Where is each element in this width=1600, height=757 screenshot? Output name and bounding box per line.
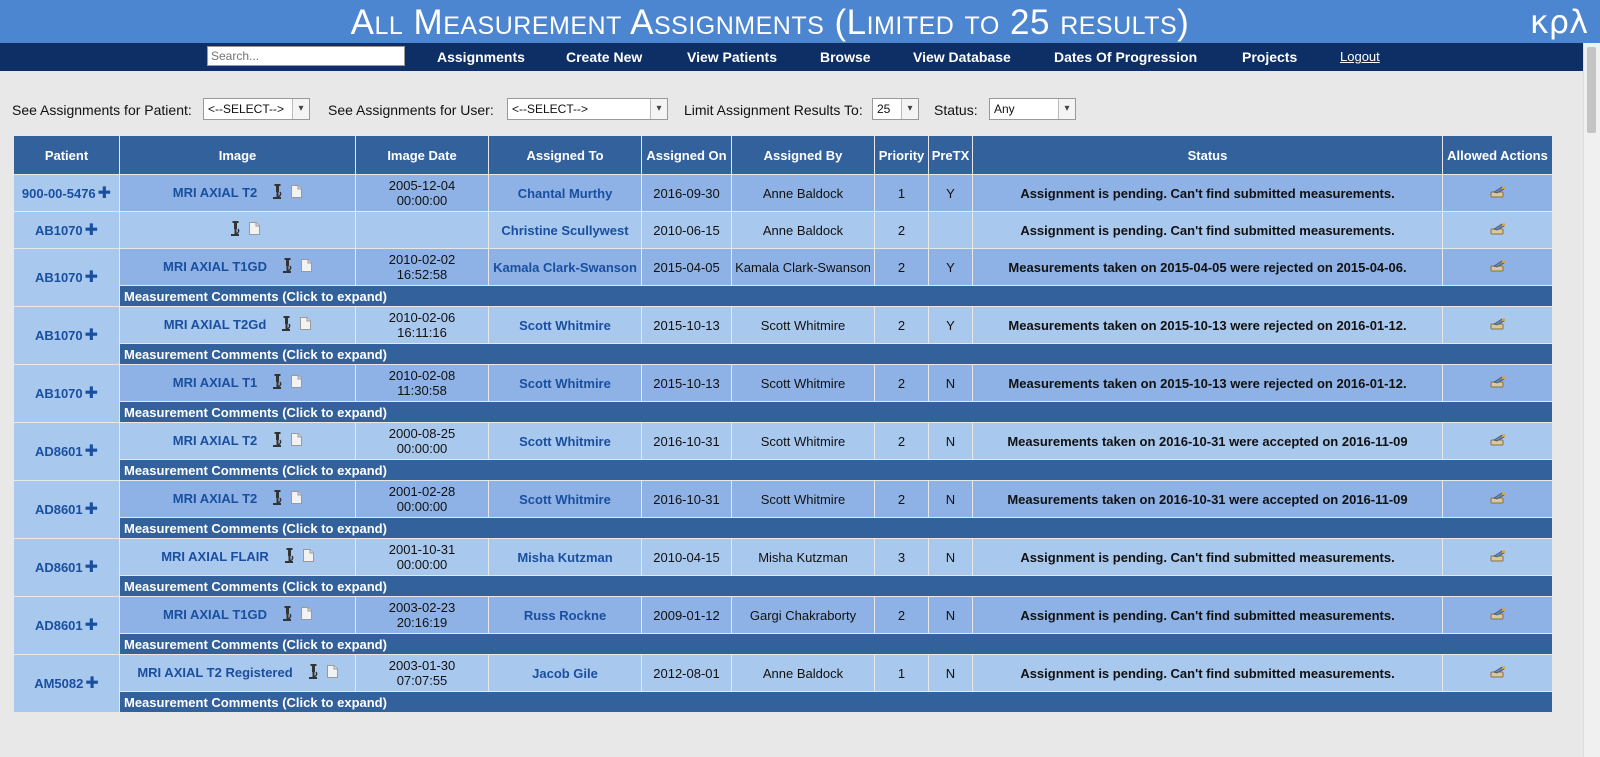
image-cell [120, 423, 356, 460]
image-time: 07:07:55 [396, 673, 448, 688]
image-cell [120, 655, 356, 692]
microscope-icon[interactable] [271, 184, 283, 203]
col-status: Status [973, 136, 1443, 175]
assigned-by-cell: Kamala Clark-Swanson [732, 249, 875, 286]
patient-cell [14, 175, 120, 212]
patient-cell [14, 597, 120, 655]
table-row [14, 539, 1553, 576]
image-link[interactable]: MRI AXIAL FLAIR [161, 548, 269, 564]
priority-cell: 1 [875, 175, 929, 212]
status-cell [973, 597, 1443, 634]
table-row [14, 365, 1553, 402]
image-date: 2001-02-28 [388, 484, 456, 499]
patient-link[interactable]: AB1070 [34, 328, 83, 343]
status-text: Assignment is pending. Can't find submitted measurements. [1020, 185, 1395, 201]
limit-filter-label: Limit Assignment Results To: [684, 102, 863, 118]
measurement-comments-toggle[interactable]: Measurement Comments (Click to expand) [120, 286, 1553, 307]
microscope-icon[interactable] [271, 374, 283, 393]
image-cell [120, 365, 356, 402]
assigned-to-link[interactable]: Scott Whitmire [519, 491, 611, 507]
actions-cell [1443, 175, 1553, 212]
assigned-to-cell [489, 365, 642, 402]
assigned-to-link[interactable]: Jacob Gile [532, 665, 598, 681]
actions-cell [1443, 365, 1553, 402]
actions-cell [1443, 212, 1553, 249]
col-assigned-to: Assigned To [489, 136, 642, 175]
image-cell [120, 539, 356, 576]
status-text: Assignment is pending. Can't find submitted measurements. [1020, 665, 1395, 681]
assigned-to-link[interactable]: Scott Whitmire [519, 433, 611, 449]
microscope-icon[interactable] [281, 258, 293, 277]
actions-cell [1443, 539, 1553, 576]
assigned-to-cell [489, 175, 642, 212]
patient-select[interactable] [203, 98, 310, 120]
image-link[interactable]: MRI AXIAL T2 [172, 432, 258, 448]
assigned-by-cell: Scott Whitmire [732, 307, 875, 344]
search-input[interactable] [207, 46, 405, 66]
patient-link[interactable]: AM5082 [34, 676, 84, 691]
comments-row [14, 344, 1553, 365]
image-cell [120, 597, 356, 634]
image-time: 11:30:58 [397, 383, 447, 398]
document-icon[interactable] [327, 665, 338, 681]
patient-link[interactable]: AD8601 [34, 444, 83, 459]
patient-cell [14, 249, 120, 307]
image-date-cell [356, 539, 489, 576]
status-cell [973, 423, 1443, 460]
patient-select-value: <--SELECT--> [208, 102, 285, 116]
edit-measurement-icon[interactable] [1490, 223, 1506, 238]
table-row [14, 655, 1553, 692]
table-row [14, 249, 1553, 286]
priority-cell: 2 [875, 481, 929, 518]
actions-cell [1443, 423, 1553, 460]
chevron-down-icon: ▾ [901, 99, 918, 119]
patient-cell [14, 481, 120, 539]
status-text: Assignment is pending. Can't find submitted measurements. [1020, 549, 1395, 565]
col-image: Image [120, 136, 356, 175]
image-date: 2010-02-02 [388, 252, 456, 267]
priority-cell: 2 [875, 597, 929, 634]
patient-cell [14, 423, 120, 481]
page-title: All Measurement Assignments (Limited to 25 results) [350, 3, 1190, 42]
status-select[interactable] [989, 98, 1076, 120]
image-date: 2005-12-04 [388, 178, 456, 193]
patient-filter-label: See Assignments for Patient: [12, 102, 192, 118]
col-allowed-actions: Allowed Actions [1443, 136, 1553, 175]
pretx-cell: N [929, 597, 973, 634]
nav-bar [0, 43, 1600, 71]
document-icon[interactable] [249, 222, 260, 238]
actions-cell [1443, 481, 1553, 518]
microscope-icon[interactable] [229, 221, 241, 240]
patient-cell [14, 655, 120, 713]
image-time: 16:11:16 [397, 325, 447, 340]
assignments-table [13, 135, 1553, 713]
assigned-on-cell: 2016-09-30 [642, 175, 732, 212]
status-text: Measurements taken on 2015-10-13 were rejected on 2016-01-12. [1008, 317, 1407, 333]
status-text: Assignment is pending. Can't find submitted measurements. [1020, 607, 1395, 623]
priority-cell: 3 [875, 539, 929, 576]
nav-create-new[interactable]: Create New [566, 49, 643, 65]
assigned-to-link[interactable]: Russ Rockne [523, 607, 607, 623]
col-priority: Priority [875, 136, 929, 175]
limit-select-value: 25 [877, 102, 891, 116]
status-text: Measurements taken on 2015-10-13 were rejected on 2016-01-12. [1008, 375, 1407, 391]
plus-icon[interactable]: ✚ [97, 184, 112, 202]
chevron-down-icon: ▾ [650, 99, 667, 119]
image-cell [120, 175, 356, 212]
assigned-on-cell: 2015-10-13 [642, 307, 732, 344]
assigned-by-cell: Gargi Chakraborty [732, 597, 875, 634]
app-logo: κρλ [1529, 3, 1588, 41]
image-link[interactable]: MRI AXIAL T2 [172, 490, 258, 506]
measurement-comments-toggle[interactable]: Measurement Comments (Click to expand) [120, 634, 1553, 655]
comments-row [14, 576, 1553, 597]
status-text: Measurements taken on 2016-10-31 were accepted on 2016-11-09 [1007, 433, 1408, 449]
assigned-to-cell [489, 597, 642, 634]
assigned-by-cell: Misha Kutzman [732, 539, 875, 576]
image-link[interactable]: MRI AXIAL T1GD [162, 606, 267, 622]
edit-measurement-icon[interactable] [1490, 550, 1506, 565]
image-link[interactable]: MRI AXIAL T1GD [162, 258, 267, 274]
image-time: 20:16:19 [396, 615, 448, 630]
patient-cell [14, 539, 120, 597]
measurement-comments-toggle[interactable]: Measurement Comments (Click to expand) [120, 576, 1553, 597]
assigned-by-cell: Anne Baldock [732, 655, 875, 692]
assigned-to-link[interactable]: Kamala Clark-Swanson [493, 259, 637, 275]
edit-measurement-icon[interactable] [1490, 434, 1506, 449]
nav-projects[interactable]: Projects [1242, 49, 1298, 65]
assigned-on-cell: 2012-08-01 [642, 655, 732, 692]
image-cell [120, 307, 356, 344]
plus-icon[interactable]: ✚ [84, 385, 99, 402]
plus-icon[interactable]: ✚ [84, 443, 99, 460]
patient-cell [14, 307, 120, 365]
status-text: Assignment is pending. Can't find submitted measurements. [1020, 222, 1395, 238]
image-link[interactable]: MRI AXIAL T2 [172, 184, 258, 200]
col-patient: Patient [14, 136, 120, 175]
priority-cell: 2 [875, 423, 929, 460]
assigned-to-link[interactable]: Scott Whitmire [519, 375, 611, 391]
assigned-to-link[interactable]: Scott Whitmire [519, 317, 611, 333]
nav-assignments[interactable]: Assignments [437, 49, 525, 65]
image-date-cell [356, 365, 489, 402]
comments-row [14, 402, 1553, 423]
col-assigned-by: Assigned By [732, 136, 875, 175]
patient-link[interactable]: AB1070 [34, 222, 83, 238]
nav-view-database[interactable]: View Database [913, 49, 1011, 65]
table-row [14, 423, 1553, 460]
image-time: 16:52:58 [396, 267, 448, 282]
edit-measurement-icon[interactable] [1490, 666, 1506, 681]
user-select-value: <--SELECT--> [512, 102, 589, 116]
status-cell [973, 539, 1443, 576]
chevron-down-icon: ▾ [292, 99, 309, 119]
plus-icon[interactable]: ✚ [84, 501, 99, 518]
assigned-by-cell: Anne Baldock [732, 175, 875, 212]
priority-cell: 2 [875, 212, 929, 249]
assigned-to-cell [489, 307, 642, 344]
status-cell [973, 655, 1443, 692]
pretx-cell: N [929, 539, 973, 576]
document-icon[interactable] [291, 185, 302, 201]
assigned-on-cell: 2010-06-15 [642, 212, 732, 249]
microscope-icon[interactable] [283, 548, 295, 567]
actions-cell [1443, 597, 1553, 634]
assigned-on-cell: 2016-10-31 [642, 481, 732, 518]
status-cell [973, 249, 1443, 286]
patient-link[interactable]: AB1070 [34, 386, 83, 401]
table-row [14, 175, 1553, 212]
image-date: 2010-02-08 [388, 368, 456, 383]
patient-link[interactable]: AD8601 [34, 618, 83, 633]
patient-cell [14, 212, 120, 249]
assigned-by-cell: Anne Baldock [732, 212, 875, 249]
assigned-by-cell: Scott Whitmire [732, 365, 875, 402]
patient-link[interactable]: AD8601 [34, 560, 83, 575]
table-header-row [14, 136, 1553, 175]
document-icon[interactable] [291, 375, 302, 391]
plus-icon[interactable]: ✚ [84, 327, 99, 344]
col-assigned-on: Assigned On [642, 136, 732, 175]
assigned-on-cell: 2009-01-12 [642, 597, 732, 634]
scrollbar-thumb[interactable] [1587, 47, 1596, 133]
nav-browse[interactable]: Browse [820, 49, 871, 65]
actions-cell [1443, 655, 1553, 692]
assigned-to-cell [489, 481, 642, 518]
nav-view-patients[interactable]: View Patients [687, 49, 778, 65]
pretx-cell: N [929, 655, 973, 692]
document-icon[interactable] [291, 491, 302, 507]
image-date: 2003-01-30 [388, 658, 456, 673]
image-date: 2010-02-06 [388, 310, 456, 325]
vertical-scrollbar[interactable] [1583, 43, 1600, 757]
image-time: 00:00:00 [396, 499, 448, 514]
status-text: Measurements taken on 2015-04-05 were rejected on 2015-04-06. [1008, 259, 1407, 275]
status-select-value: Any [994, 102, 1015, 116]
pretx-cell: Y [929, 307, 973, 344]
measurement-comments-toggle[interactable]: Measurement Comments (Click to expand) [120, 518, 1553, 539]
microscope-icon[interactable] [281, 606, 293, 625]
actions-cell [1443, 307, 1553, 344]
status-cell [973, 175, 1443, 212]
pretx-cell: Y [929, 249, 973, 286]
pretx-cell: N [929, 423, 973, 460]
assigned-to-cell [489, 423, 642, 460]
user-select[interactable] [507, 98, 668, 120]
comments-row [14, 286, 1553, 307]
table-row [14, 597, 1553, 634]
assigned-to-link[interactable]: Misha Kutzman [517, 549, 613, 565]
priority-cell: 2 [875, 249, 929, 286]
image-link[interactable]: MRI AXIAL T2 Registered [137, 664, 293, 680]
edit-measurement-icon[interactable] [1490, 376, 1506, 391]
plus-icon[interactable]: ✚ [84, 221, 99, 239]
chevron-down-icon: ▾ [1058, 99, 1075, 119]
status-text: Measurements taken on 2016-10-31 were accepted on 2016-11-09 [1007, 491, 1408, 507]
priority-cell: 2 [875, 365, 929, 402]
assigned-on-cell: 2015-04-05 [642, 249, 732, 286]
edit-measurement-icon[interactable] [1490, 260, 1506, 275]
measurement-comments-toggle[interactable]: Measurement Comments (Click to expand) [120, 460, 1553, 481]
assigned-to-cell [489, 249, 642, 286]
document-icon[interactable] [291, 433, 302, 449]
image-date-cell [356, 307, 489, 344]
col-pretx: PreTX [929, 136, 973, 175]
measurement-comments-toggle[interactable]: Measurement Comments (Click to expand) [120, 402, 1553, 423]
assigned-by-cell: Scott Whitmire [732, 423, 875, 460]
comments-row [14, 460, 1553, 481]
comments-row [14, 518, 1553, 539]
comments-row [14, 634, 1553, 655]
image-link[interactable]: MRI AXIAL T2Gd [163, 316, 267, 332]
microscope-icon[interactable] [271, 432, 283, 451]
table-row [14, 481, 1553, 518]
image-date-cell [356, 597, 489, 634]
image-date: 2001-10-31 [388, 542, 456, 557]
plus-icon[interactable]: ✚ [84, 617, 99, 634]
image-date-cell [356, 249, 489, 286]
image-date: 2003-02-23 [388, 600, 456, 615]
document-icon[interactable] [303, 549, 314, 565]
assigned-to-link[interactable]: Chantal Murthy [517, 185, 613, 201]
logout-link[interactable]: Logout [1340, 49, 1380, 64]
pretx-cell [929, 212, 973, 249]
microscope-icon[interactable] [307, 664, 319, 683]
image-time: 00:00:00 [396, 441, 448, 456]
image-date-cell [356, 423, 489, 460]
patient-link[interactable]: AD8601 [34, 502, 83, 517]
pretx-cell: Y [929, 175, 973, 212]
status-cell [973, 365, 1443, 402]
image-link[interactable]: MRI AXIAL T1 [172, 374, 258, 390]
table-row [14, 307, 1553, 344]
image-cell [120, 249, 356, 286]
col-image-date: Image Date [356, 136, 489, 175]
status-filter-label: Status: [934, 102, 978, 118]
status-cell [973, 481, 1443, 518]
assigned-by-cell: Scott Whitmire [732, 481, 875, 518]
document-icon[interactable] [301, 259, 312, 275]
table-row [14, 212, 1553, 249]
measurement-comments-toggle[interactable]: Measurement Comments (Click to expand) [120, 692, 1553, 713]
measurement-comments-toggle[interactable]: Measurement Comments (Click to expand) [120, 344, 1553, 365]
image-time: 00:00:00 [396, 557, 448, 572]
priority-cell: 1 [875, 655, 929, 692]
image-time: 00:00:00 [396, 193, 448, 208]
assigned-to-cell [489, 655, 642, 692]
limit-select[interactable] [872, 98, 919, 120]
image-date-cell [356, 175, 489, 212]
priority-cell: 2 [875, 307, 929, 344]
microscope-icon[interactable] [280, 316, 292, 335]
edit-measurement-icon[interactable] [1490, 186, 1506, 201]
actions-cell [1443, 249, 1553, 286]
image-date-cell [356, 481, 489, 518]
edit-measurement-icon[interactable] [1490, 318, 1506, 333]
patient-cell [14, 365, 120, 423]
plus-icon[interactable]: ✚ [84, 269, 99, 286]
comments-row [14, 692, 1553, 713]
image-cell [120, 212, 356, 249]
pretx-cell: N [929, 365, 973, 402]
assigned-to-cell [489, 212, 642, 249]
assigned-on-cell: 2015-10-13 [642, 365, 732, 402]
title-bar [0, 0, 1600, 43]
status-cell [973, 307, 1443, 344]
image-cell [120, 481, 356, 518]
image-date-cell [356, 655, 489, 692]
assigned-to-link[interactable]: Christine Scullywest [501, 222, 629, 238]
plus-icon[interactable]: ✚ [85, 675, 99, 692]
microscope-icon[interactable] [271, 490, 283, 509]
user-filter-label: See Assignments for User: [328, 102, 494, 118]
nav-dates-of-progression[interactable]: Dates Of Progression [1054, 49, 1198, 65]
edit-measurement-icon[interactable] [1490, 608, 1506, 623]
plus-icon[interactable]: ✚ [84, 559, 99, 576]
assigned-to-cell [489, 539, 642, 576]
image-date-cell [356, 212, 489, 249]
image-date: 2000-08-25 [388, 426, 456, 441]
filter-bar [12, 98, 1112, 122]
pretx-cell: N [929, 481, 973, 518]
patient-link[interactable]: 900-00-5476 [21, 185, 96, 201]
assigned-on-cell: 2016-10-31 [642, 423, 732, 460]
patient-link[interactable]: AB1070 [34, 270, 83, 285]
document-icon[interactable] [301, 607, 312, 623]
document-icon[interactable] [300, 317, 311, 333]
assigned-on-cell: 2010-04-15 [642, 539, 732, 576]
status-cell [973, 212, 1443, 249]
edit-measurement-icon[interactable] [1490, 492, 1506, 507]
